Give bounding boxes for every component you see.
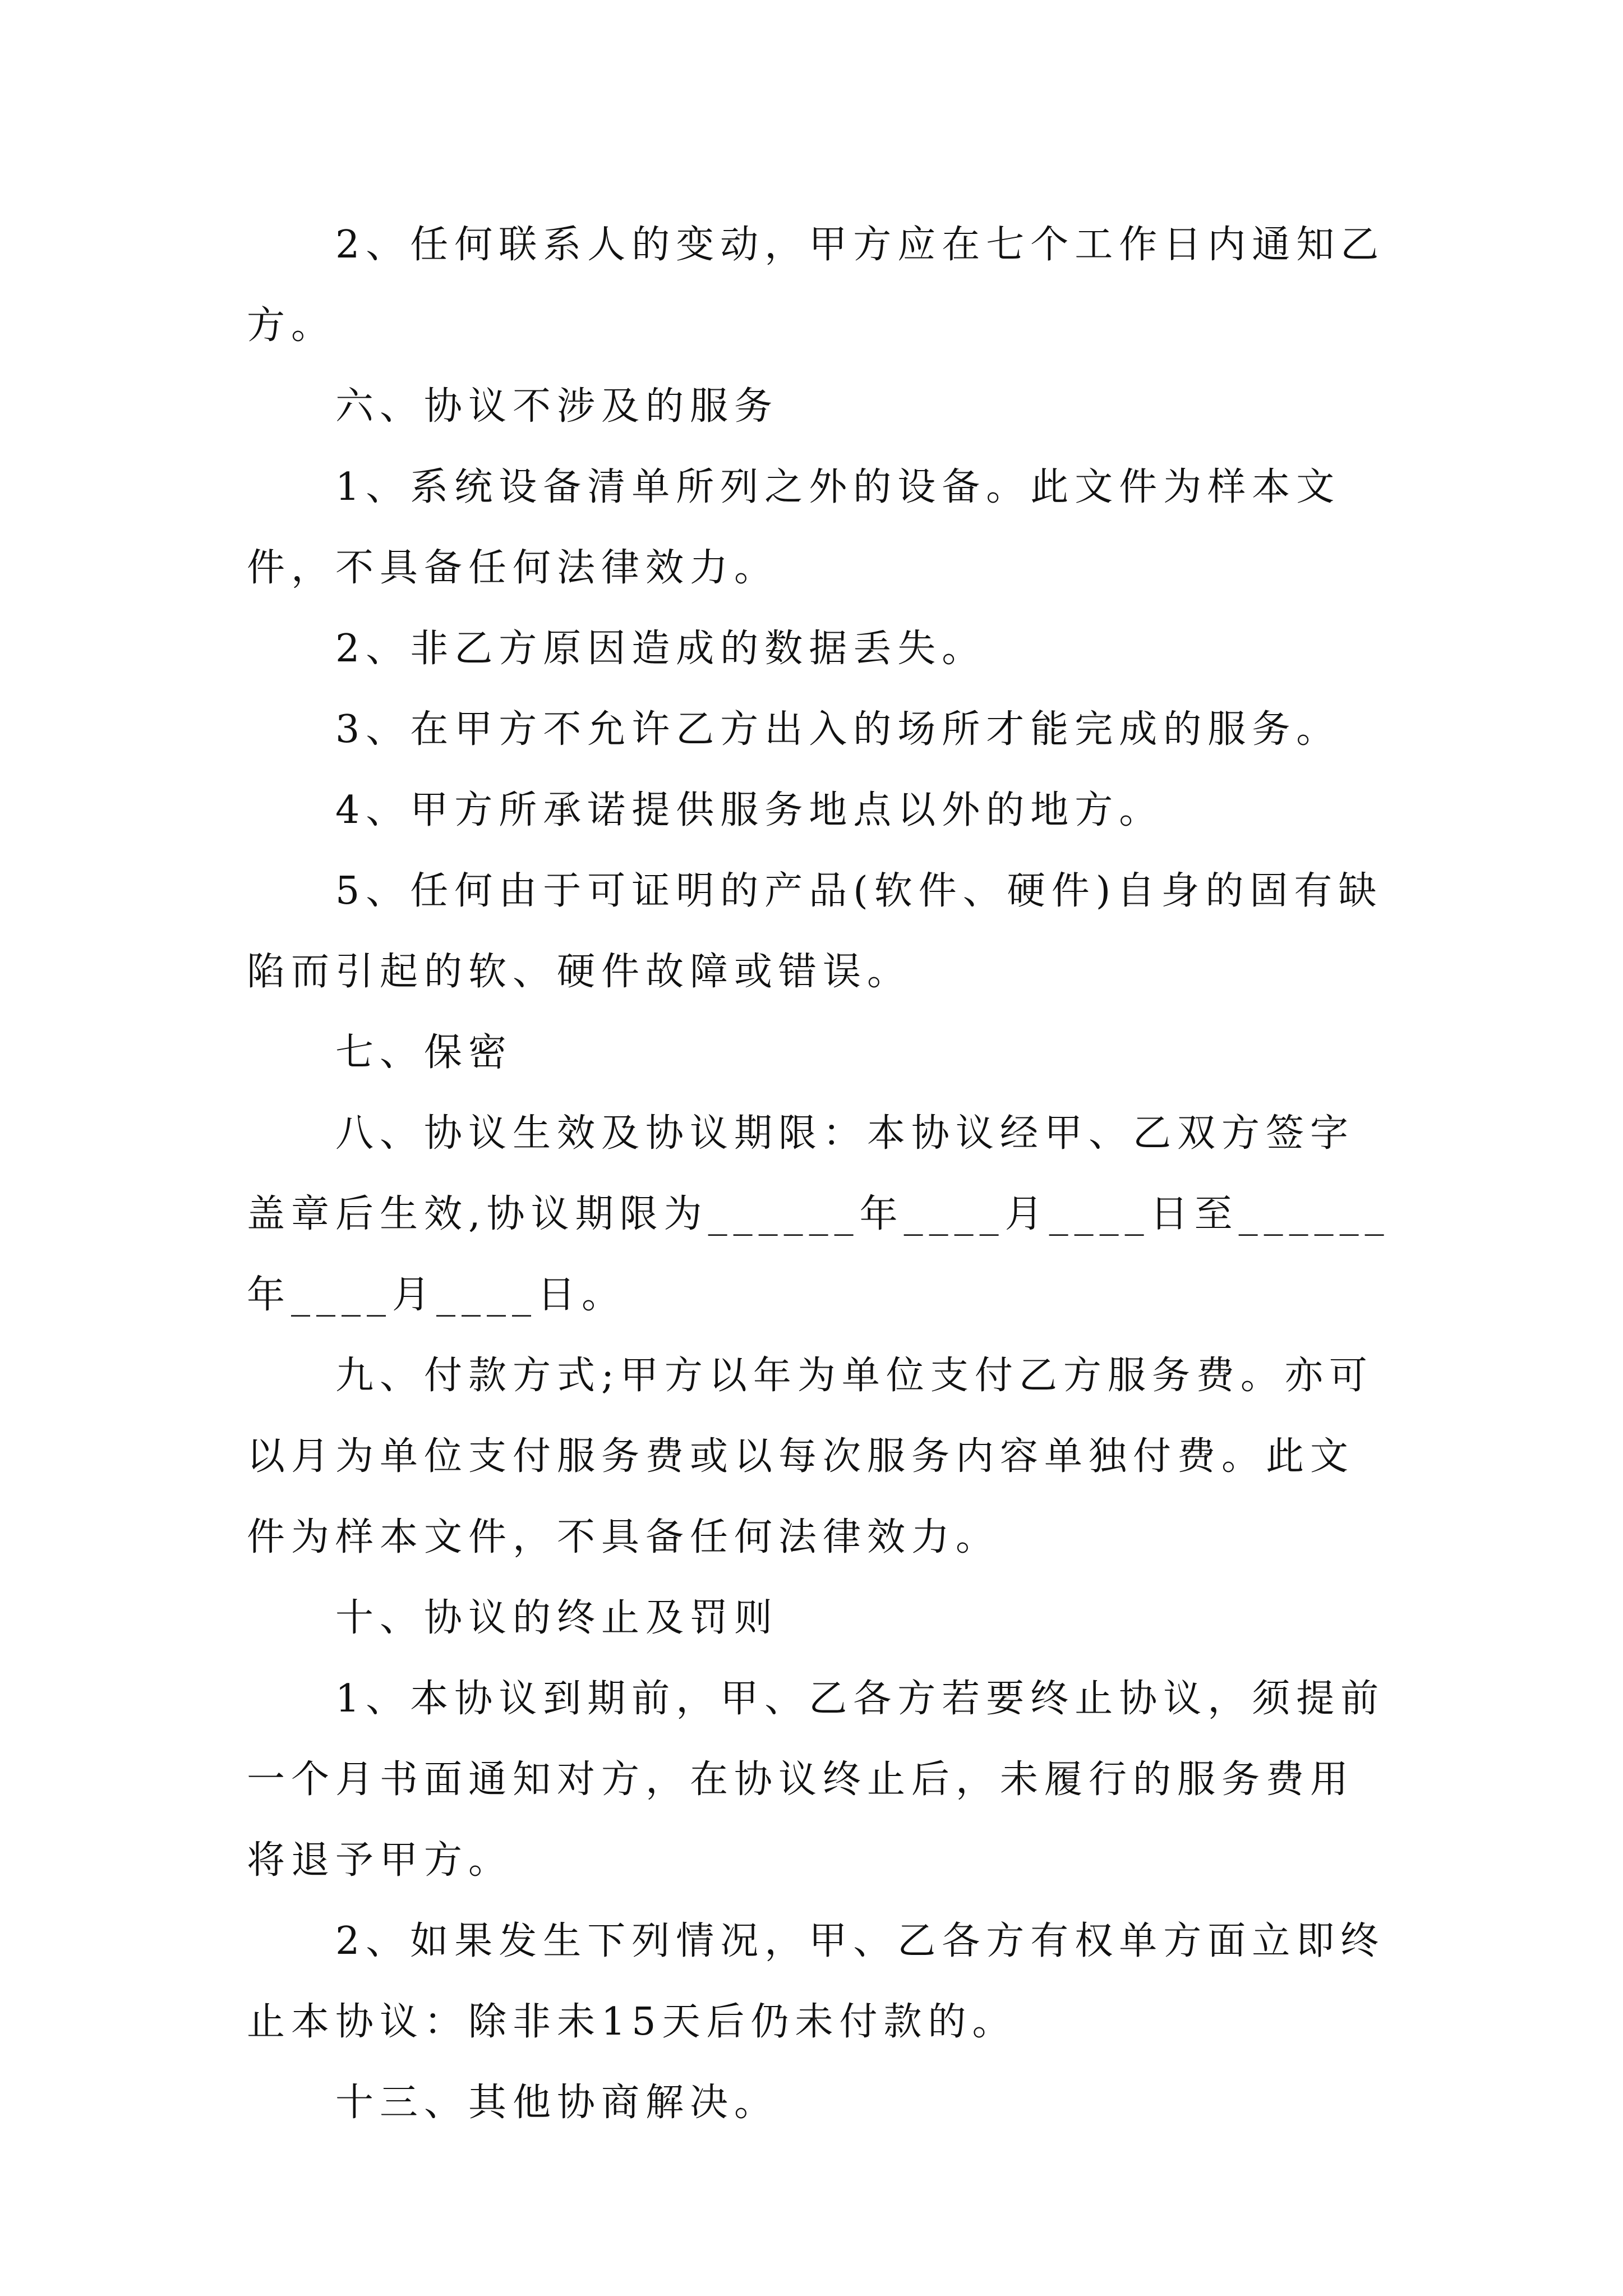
heading-termination: 十、协议的终止及罚则 [335,1596,779,1640]
paragraph-effective-term: 八、协议生效及协议期限：本协议经甲、乙双方签字盖章后生效,协议期限为______年____月____日至______年____月____日。 [247,1111,1390,1317]
heading-excluded-services: 六、协议不涉及的服务 [335,384,779,429]
paragraph-excluded-5: 5、任何由于可证明的产品(软件、硬件)自身的固有缺陷而引起的软、硬件故障或错误。 [247,869,1383,994]
paragraph-excluded-4: 4、甲方所承诺提供服务地点以外的地方。 [335,788,1164,832]
heading-other: 十三、其他协商解决。 [335,2081,779,2125]
document-body [247,205,1391,2143]
heading-confidentiality: 七、保密 [335,1030,513,1075]
paragraph-termination-1: 1、本协议到期前，甲、乙各方若要终止协议，须提前一个月书面通知对方，在协议终止后，未履行的服务费用将退予甲方。 [247,1677,1385,1883]
paragraph-payment: 九、付款方式;甲方以年为单位支付乙方服务费。亦可以月为单位支付服务费或以每次服务内容单独付费。此文件为样本文件，不具备任何法律效力。 [247,1354,1373,1559]
paragraph-contact-change: 2、任何联系人的变动，甲方应在七个工作日内通知乙方。 [247,223,1385,348]
paragraph-excluded-2: 2、非乙方原因造成的数据丢失。 [335,627,986,671]
paragraph-excluded-1: 1、系统设备清单所列之外的设备。此文件为样本文件，不具备任何法律效力。 [247,465,1341,590]
paragraph-termination-2: 2、如果发生下列情况，甲、乙各方有权单方面立即终止本协议：除非未15天后仍未付款的。 [247,1919,1385,2044]
paragraph-excluded-3: 3、在甲方不允许乙方出入的场所才能完成的服务。 [335,707,1341,752]
